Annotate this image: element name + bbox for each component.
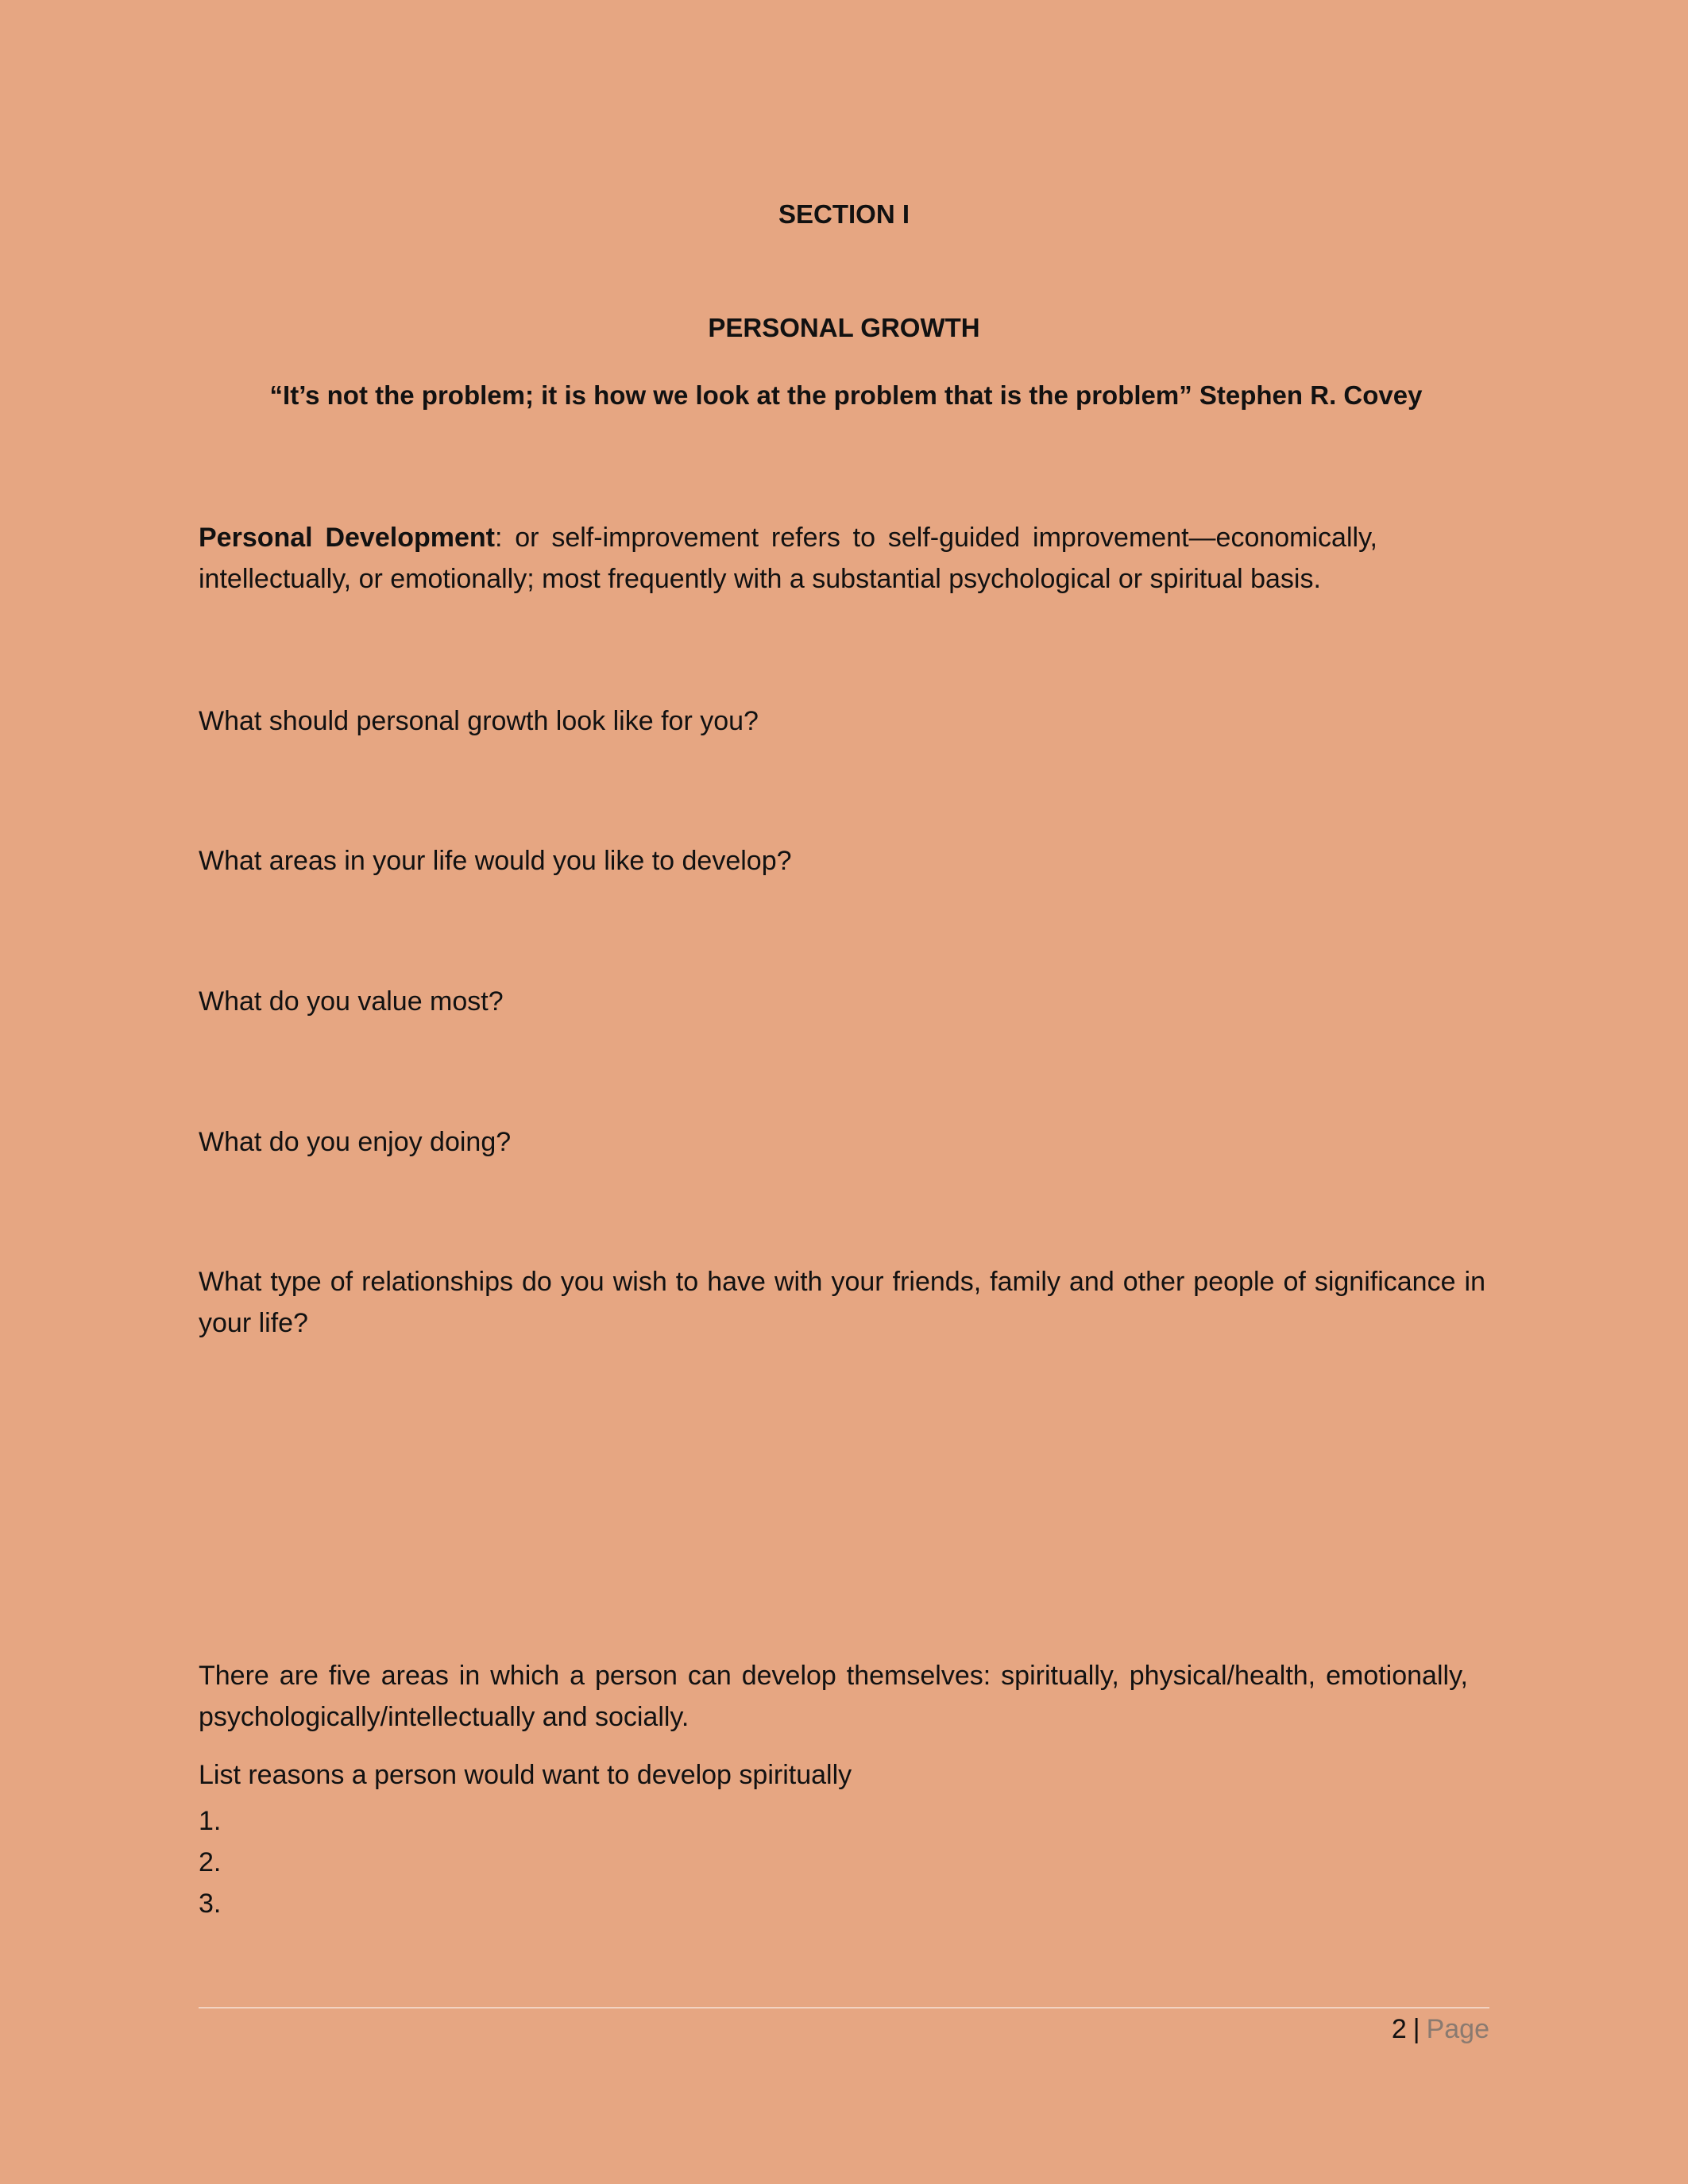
definition-term: Personal Development (199, 523, 495, 553)
page-title: PERSONAL GROWTH (708, 313, 980, 342)
list-item-1: 1. (199, 1806, 222, 1836)
page-number: 2 (1391, 2014, 1407, 2044)
question-1: What should personal growth look like for you? (199, 706, 759, 736)
list-item-3: 3. (199, 1889, 222, 1919)
question-4: What do you enjoy doing? (199, 1127, 512, 1157)
page-footer (1392, 2008, 1489, 2050)
list-item-2: 2. (199, 1847, 222, 1877)
definition-text: : or self-improvement refers to self-guided improvement—economically, intellectually, or emotionally; most frequently with a substantial psychological or spiritual basis. (199, 523, 1377, 594)
five-areas-paragraph: There are five areas in which a person can develop themselves: spiritually, physical/health, emotionally, psychologically/intellectually and socially. (199, 1661, 1468, 1732)
list-prompt: List reasons a person would want to develop spiritually (199, 1760, 852, 1790)
question-5: What type of relationships do you wish to have with your friends, family and other people of significance in your life? (199, 1267, 1485, 1338)
definition-paragraph (199, 517, 1377, 600)
section-heading: SECTION I (778, 199, 910, 229)
footer-separator: | (1412, 2014, 1420, 2044)
quote: “It’s not the problem; it is how we look at the problem that is the problem” Stephen R. Covey (269, 380, 1423, 410)
page-label: Page (1426, 2014, 1489, 2044)
footer-divider (199, 2007, 1489, 2008)
question-2: What areas in your life would you like to develop? (199, 846, 792, 876)
question-3: What do you value most? (199, 986, 504, 1017)
